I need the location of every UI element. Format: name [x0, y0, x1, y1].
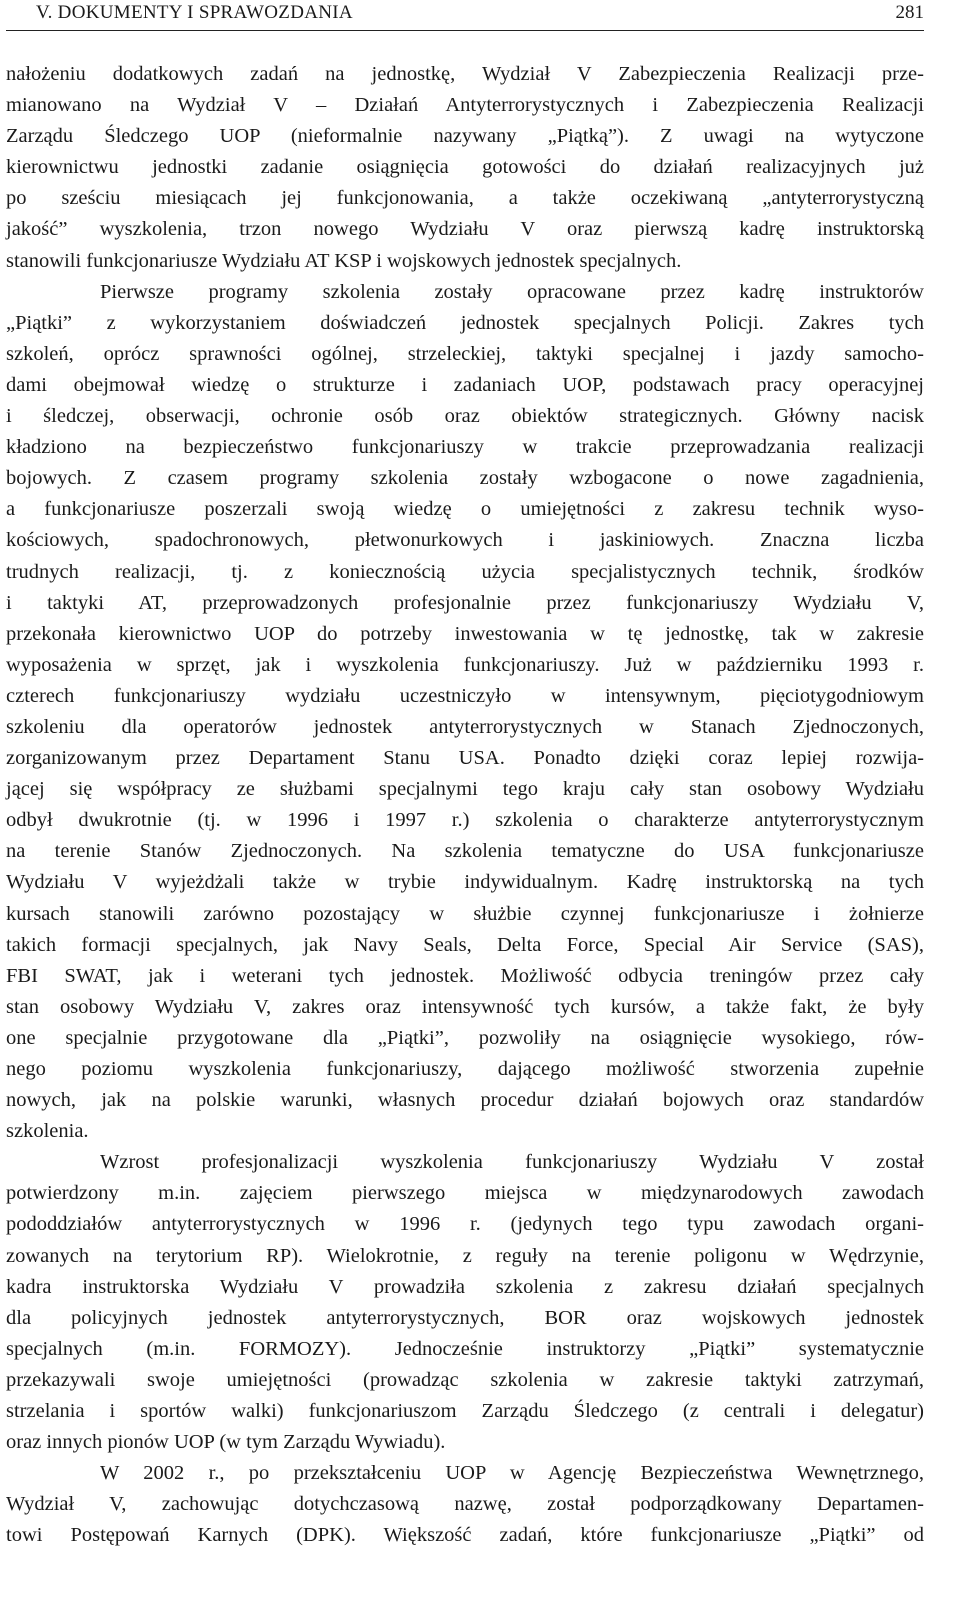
text-line: kierownictwu jednostki zadanie osiągnięcia gotowości do działań realizacyjnych już [6, 156, 924, 179]
text-line: specjalnych (m.in. FORMOZY). Jednocześnie instruktorzy „Piątki” systematycznie [6, 1337, 924, 1360]
section-title: V. DOKUMENTY I SPRAWOZDANIA [36, 2, 353, 23]
text-line: wyposażenia w sprzęt, jak i wyszkolenia funkcjonariuszy. Już w październiku 1993 r. [6, 653, 924, 676]
text-line: nałożeniu dodatkowych zadań na jednostkę, Wydział V Zabezpieczenia Realizacji prze- [6, 63, 924, 85]
text-line: Pierwsze programy szkolenia zostały opracowane przez kadrę instruktorów [100, 280, 924, 303]
text-line: zorganizowanym przez Departament Stanu USA. Ponadto dzięki coraz lepiej rozwija- [6, 747, 924, 770]
text-line: stan osobowy Wydziału V, zakres oraz intensywność tych kursów, a także fakt, że były [6, 995, 924, 1018]
text-line: kładziono na bezpieczeństwo funkcjonariuszy w trakcie przeprowadzania realizacji [6, 436, 924, 459]
document-page [6, 0, 924, 1618]
text-line: takich formacji specjalnych, jak Navy Seals, Delta Force, Special Air Service (SAS), [6, 933, 924, 956]
text-line: Wydział V, zachowując dotychczasową nazwę, został podporządkowany Departamen- [6, 1493, 924, 1516]
text-line: dla policyjnych jednostek antyterrorystycznych, BOR oraz wojskowych jednostek [6, 1306, 924, 1329]
text-line: Wzrost profesjonalizacji wyszkolenia funkcjonariuszy Wydziału V został [100, 1151, 924, 1174]
text-line: strzelania i sportów walki) funkcjonariuszom Zarządu Śledczego (z centrali i delegatur) [6, 1400, 924, 1423]
text-line: potwierdzony m.in. zajęciem pierwszego miejsca w międzynarodowych zawodach [6, 1182, 924, 1205]
text-line: dami obejmował wiedzę o strukturze i zadaniach UOP, podstawach pracy operacyjnej [6, 373, 924, 396]
text-line: W 2002 r., po przekształceniu UOP w Agencję Bezpieczeństwa Wewnętrznego, [100, 1462, 924, 1485]
text-line: „Piątki” z wykorzystaniem doświadczeń jednostek specjalnych Policji. Zakres tych [6, 311, 924, 334]
text-line: oraz innych pionów UOP (w tym Zarządu Wywiadu). [6, 1431, 446, 1454]
text-line: odbył dwukrotnie (tj. w 1996 i 1997 r.) szkolenia o charakterze antyterrorystycznym [6, 809, 924, 832]
text-line: szkoleń, oprócz sprawności ogólnej, strzeleckiej, taktyki specjalnej i jazdy samocho- [6, 342, 924, 365]
text-line: mianowano na Wydział V – Działań Antyterrorystycznych i Zabezpieczenia Realizacji [6, 94, 924, 117]
text-line: towi Postępowań Karnych (DPK). Większość zadań, które funkcjonariusze „Piątki” od [6, 1524, 924, 1547]
text-line: kursach stanowili zarówno pozostający w służbie czynnej funkcjonariusze i żołnierze [6, 902, 924, 925]
text-line: FBI SWAT, jak i weterani tych jednostek. Możliwość odbycia treningów przez cały [6, 964, 924, 987]
text-line: stanowili funkcjonariusze Wydziału AT KSP i wojskowych jednostek specjalnych. [6, 249, 682, 272]
text-line: nego poziomu wyszkolenia funkcjonariuszy, dającego możliwość stworzenia zupełnie [6, 1058, 924, 1080]
text-line: i śledczej, obserwacji, ochronie osób oraz obiektów strategicznych. Główny nacisk [6, 405, 924, 428]
text-line: Wydziału V wyjeżdżali także w trybie indywidualnym. Kadrę instruktorską na tych [6, 871, 924, 894]
text-line: jakość” wyszkolenia, trzon nowego Wydziału V oraz pierwszą kadrę instruktorską [6, 218, 924, 241]
text-line: kościowych, spadochronowych, płetwonurkowych i jaskiniowych. Znaczna liczba [6, 529, 924, 552]
text-line: Zarządu Śledczego UOP (nieformalnie nazywany „Piątką”). Z uwagi na wytyczone [6, 125, 924, 148]
text-line: a funkcjonariusze poszerzali swoją wiedzę o umiejętności z zakresu technik wyso- [6, 498, 924, 521]
text-line: przekonała kierownictwo UOP do potrzeby inwestowania w tę jednostkę, tak w zakresie [6, 622, 924, 645]
text-line: i taktyki AT, przeprowadzonych profesjonalnie przez funkcjonariuszy Wydziału V, [6, 591, 924, 614]
text-line: trudnych realizacji, tj. z koniecznością użycia specjalistycznych technik, środków [6, 560, 924, 583]
text-line: szkolenia. [6, 1120, 89, 1143]
text-line: po sześciu miesiącach jej funkcjonowania, a także oczekiwaną „antyterrorystyczną [6, 187, 924, 210]
body-text [6, 59, 924, 1552]
text-line: jącej się współpracy ze służbami specjalnymi tego kraju cały stan osobowy Wydziału [6, 778, 924, 801]
text-line: na terenie Stanów Zjednoczonych. Na szkolenia tematyczne do USA funkcjonariusze [6, 840, 924, 863]
text-line: bojowych. Z czasem programy szkolenia zostały wzbogacone o nowe zagadnienia, [6, 467, 924, 490]
text-line: pododdziałów antyterrorystycznych w 1996 r. (jedynych tego typu zawodach organi- [6, 1213, 924, 1236]
text-line: kadra instruktorska Wydziału V prowadziła szkolenia z zakresu działań specjalnych [6, 1275, 924, 1298]
text-line: nowych, jak na polskie warunki, własnych procedur działań bojowych oraz standardów [6, 1089, 924, 1112]
running-header [6, 0, 924, 31]
text-line: czterech funkcjonariuszy wydziału uczestniczyło w intensywnym, pięciotygodniowym [6, 684, 924, 707]
text-line: szkoleniu dla operatorów jednostek antyterrorystycznych w Stanach Zjednoczonych, [6, 715, 924, 738]
text-line: zowanych na terytorium RP). Wielokrotnie, z reguły na terenie poligonu w Wędrzynie, [6, 1244, 924, 1267]
page-number: 281 [895, 2, 924, 23]
text-line: one specjalnie przygotowane dla „Piątki”, pozwoliły na osiągnięcie wysokiego, rów- [6, 1026, 924, 1049]
text-line: przekazywali swoje umiejętności (prowadząc szkolenia w zakresie taktyki zatrzymań, [6, 1368, 924, 1391]
